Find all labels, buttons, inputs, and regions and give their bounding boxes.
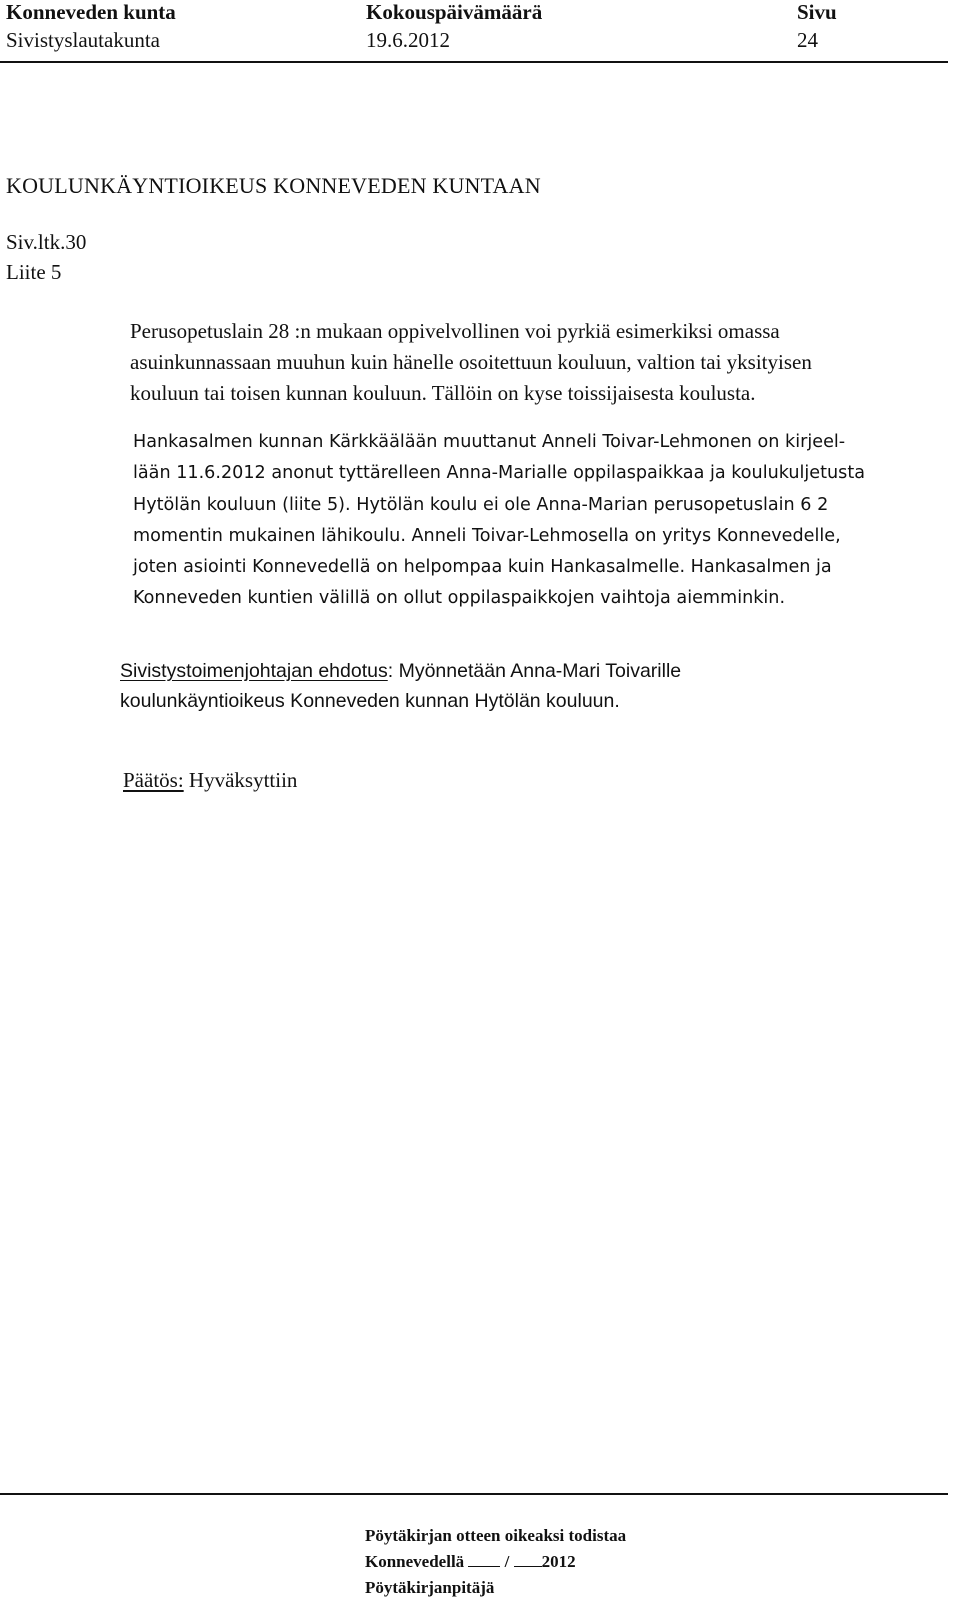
footer-divider bbox=[0, 1493, 948, 1495]
municipality-name: Konneveden kunta bbox=[6, 0, 176, 24]
day-blank bbox=[468, 1551, 500, 1567]
header-divider bbox=[0, 61, 948, 63]
paragraph-line: kouluun tai toisen kunnan kouluun. Tällöin on kyse toissijaisesta koulusta. bbox=[130, 381, 756, 405]
committee-name: Sivistyslautakunta bbox=[6, 28, 160, 52]
certification-statement: Pöytäkirjan otteen oikeaksi todistaa bbox=[365, 1526, 627, 1545]
paragraph-line: momentin mukainen lähikoulu. Anneli Toivar-Lehmosella on yritys Konnevedelle, bbox=[133, 525, 841, 546]
meeting-date-label: Kokouspäivämäärä bbox=[366, 0, 543, 24]
proposal-text: Myönnetään Anna-Mari Toivarille bbox=[393, 660, 682, 682]
month-blank bbox=[514, 1551, 542, 1567]
attachment-reference: Liite 5 bbox=[6, 260, 62, 284]
paragraph-line: joten asiointi Konnevedellä on helpompaa kuin Hankasalmelle. Hankasalmen ja bbox=[133, 557, 832, 578]
certification-place: Konnevedellä bbox=[365, 1552, 469, 1571]
paragraph-line: Hytölän kouluun (liite 5). Hytölän koulu ei ole Anna-Marian perusopetuslain 6 2 bbox=[133, 494, 829, 515]
paragraph-line: Konneveden kuntien välillä on ollut oppilaspaikkojen vaihtoja aiemminkin. bbox=[133, 588, 786, 609]
decision bbox=[123, 767, 297, 793]
page-label: Sivu bbox=[797, 0, 837, 24]
page-number: 24 bbox=[797, 28, 818, 52]
proposal-text-continued: koulunkäyntioikeus Konneveden kunnan Hytölän kouluun. bbox=[120, 690, 620, 712]
meeting-date: 19.6.2012 bbox=[366, 28, 450, 52]
certification-place-date bbox=[365, 1551, 576, 1573]
director-proposal bbox=[120, 656, 681, 716]
document-title: KOULUNKÄYNTIOIKEUS KONNEVEDEN KUNTAAN bbox=[6, 173, 541, 198]
decision-label: Päätös: bbox=[123, 768, 184, 792]
decision-text: Hyväksyttiin bbox=[183, 768, 298, 792]
paragraph-line: Hankasalmen kunnan Kärkkäälään muuttanut Anneli Toivar-Lehmonen on kirjeel- bbox=[133, 432, 846, 452]
minutes-keeper-label: Pöytäkirjanpitäjä bbox=[365, 1578, 495, 1597]
proposal-separator: : bbox=[387, 660, 394, 682]
paragraph-line: Perusopetuslain 28 :n mukaan oppivelvollinen voi pyrkiä esimerkiksi omassa bbox=[130, 319, 780, 343]
paragraph-line: asuinkunnassaan muuhun kuin hänelle osoitettuun kouluun, valtion tai yksityisen bbox=[130, 350, 812, 374]
case-description-paragraph bbox=[133, 427, 943, 615]
agenda-item-reference: Siv.ltk.30 bbox=[6, 230, 87, 254]
proposal-label: Sivistystoimenjohtajan ehdotus bbox=[120, 660, 388, 682]
legal-basis-paragraph bbox=[130, 316, 920, 409]
paragraph-line: lään 11.6.2012 anonut tyttärelleen Anna-Marialle oppilaspaikkaa ja koulukuljetusta bbox=[133, 463, 866, 484]
certification-year: 2012 bbox=[541, 1552, 576, 1571]
date-separator: / bbox=[500, 1552, 514, 1571]
